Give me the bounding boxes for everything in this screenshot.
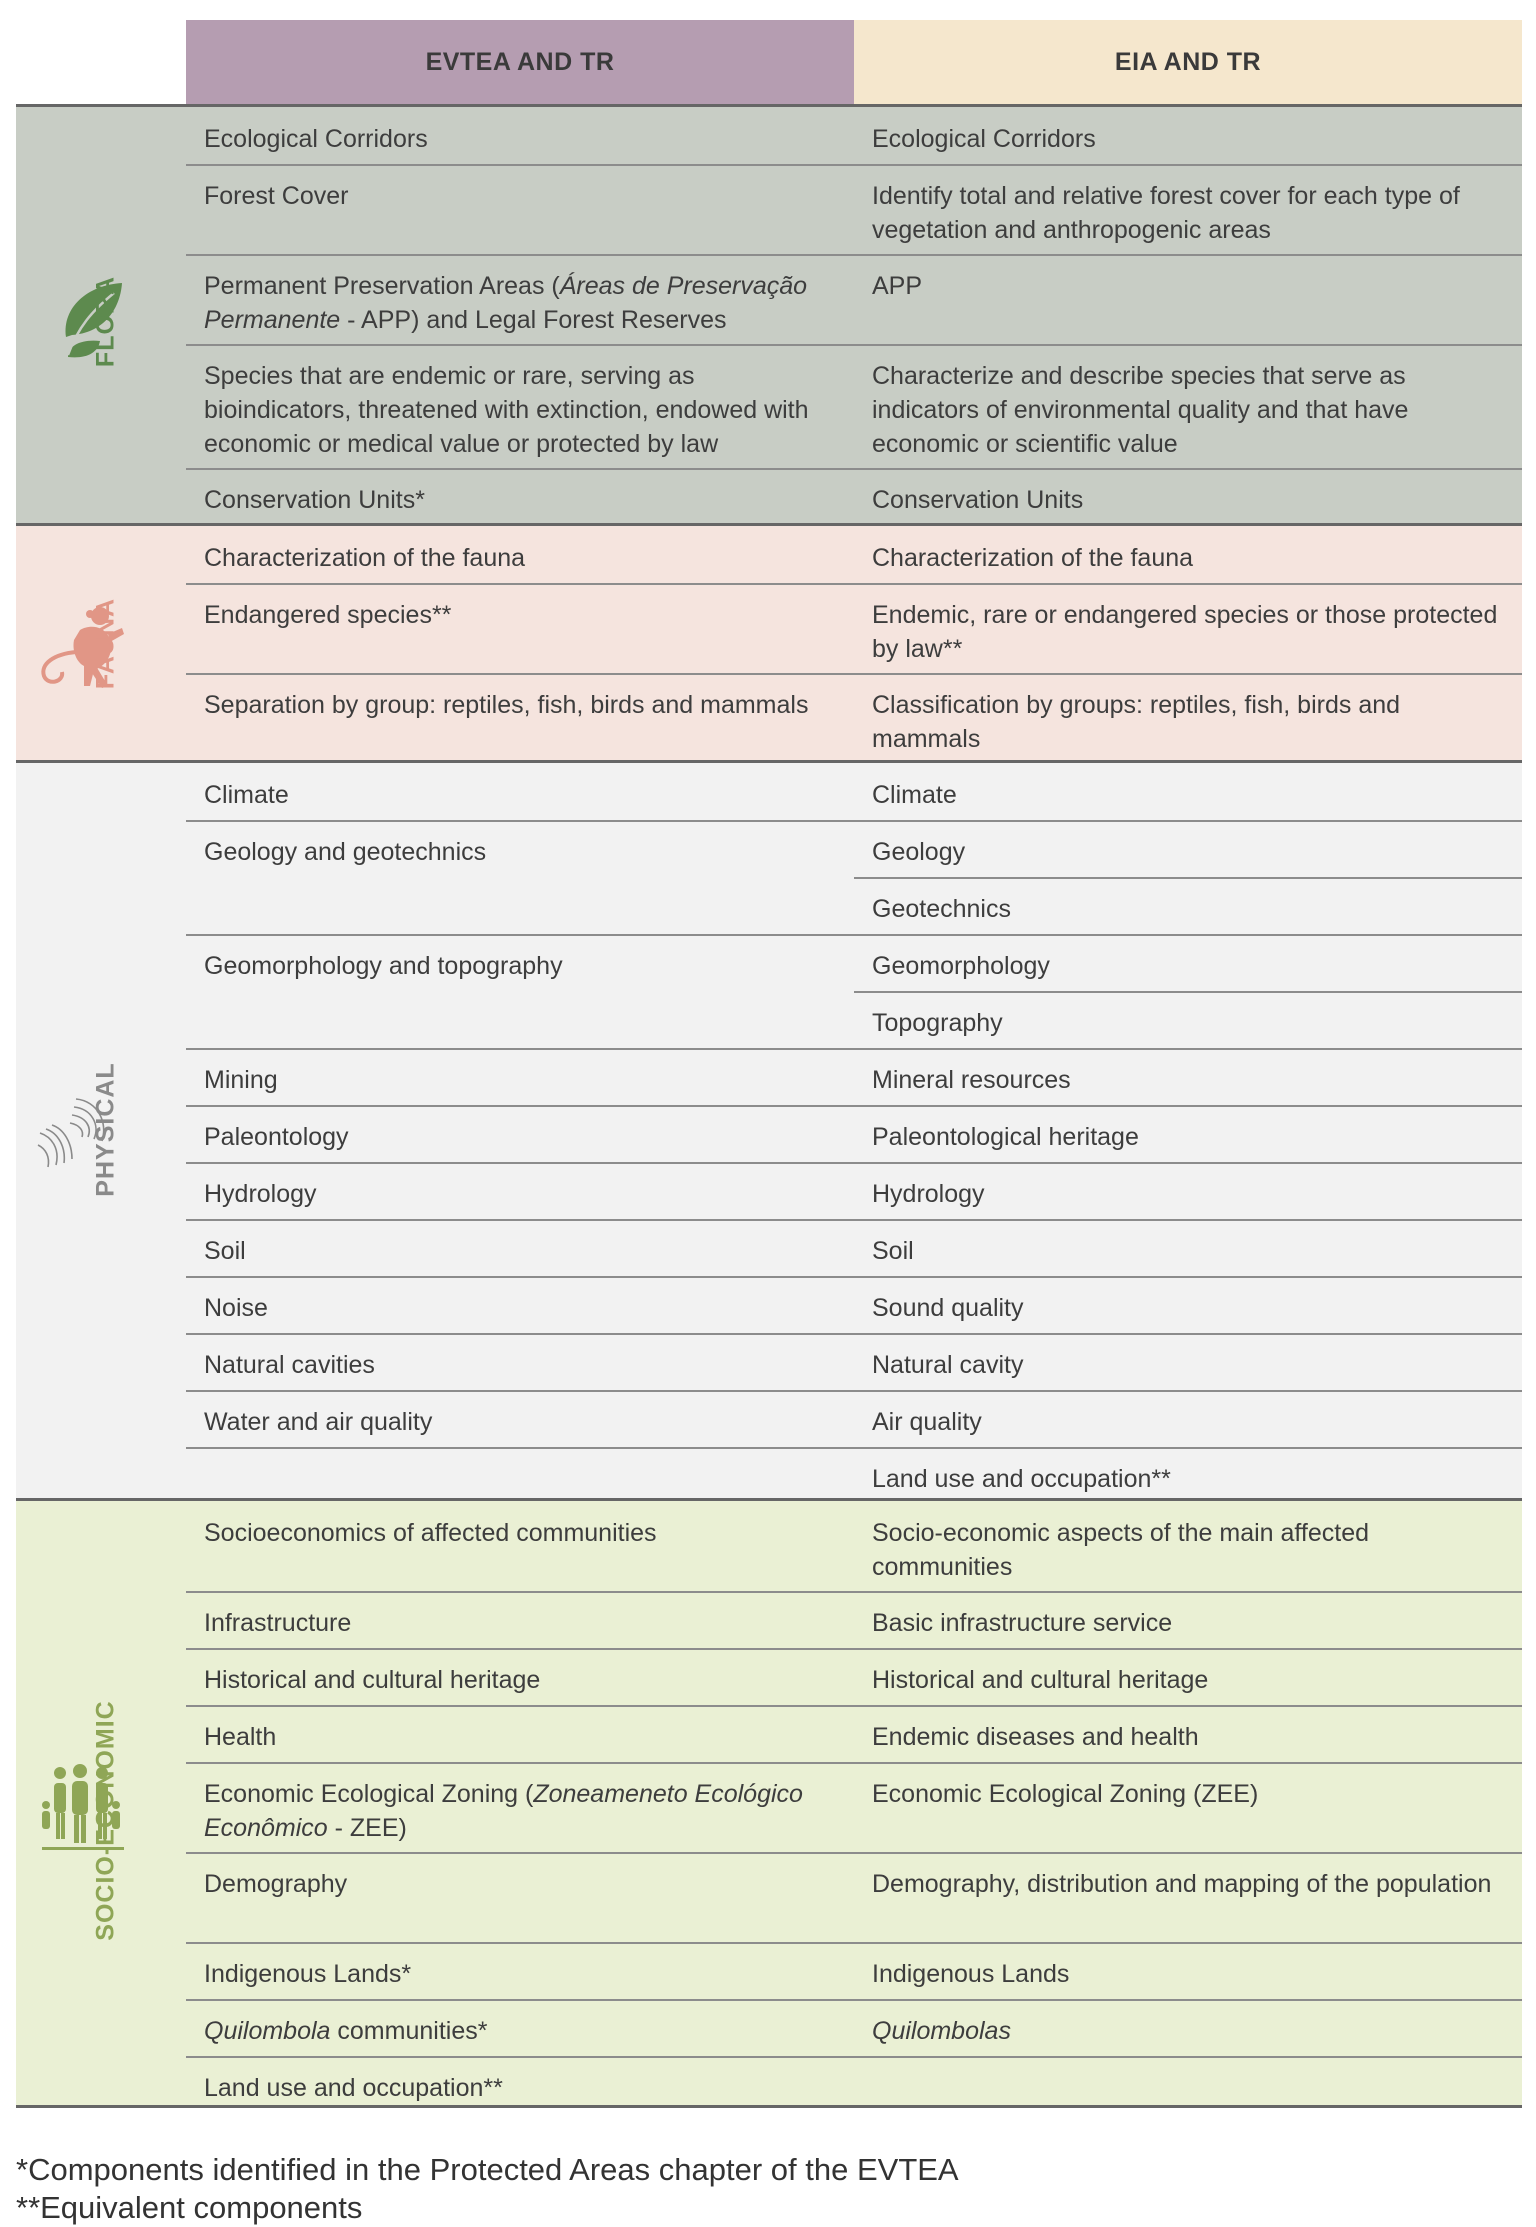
row-divider — [186, 254, 1522, 256]
header-evtea: EVTEA AND TR — [186, 20, 854, 104]
row-divider — [186, 1390, 1522, 1392]
eia-cell: Hydrology — [872, 1180, 985, 1208]
row-divider — [186, 344, 1522, 346]
evtea-cell: Geomorphology and topography — [204, 952, 563, 980]
table-row — [186, 254, 1522, 344]
table-row — [186, 1762, 1522, 1852]
eia-cell: Socio-economic aspects of the main affected communities — [872, 1519, 1370, 1581]
row-divider — [186, 1942, 1522, 1944]
eia-cell: Basic infrastructure service — [872, 1609, 1173, 1637]
row-divider — [186, 1219, 1522, 1221]
eia-cell: Air quality — [872, 1408, 982, 1436]
row-divider — [186, 1648, 1522, 1650]
row-divider — [186, 1762, 1522, 1764]
eia-cell: Quilombolas — [872, 2017, 1011, 2045]
table-row — [186, 1390, 1522, 1447]
evtea-cell: Socioeconomics of affected communities — [204, 1519, 657, 1547]
eia-cell: Classification by groups: reptiles, fish, birds and mammals — [872, 691, 1401, 753]
table-row — [186, 1276, 1522, 1333]
evtea-cell — [186, 1447, 854, 1504]
evtea-cell: Economic Ecological Zoning (Zoneameneto Ecológico Econômico - ZEE) — [204, 1780, 803, 1842]
row-divider — [186, 1162, 1522, 1164]
table-row — [186, 1219, 1522, 1276]
row-divider — [186, 583, 1522, 585]
evtea-cell: Forest Cover — [204, 182, 349, 210]
table-row — [186, 468, 1522, 523]
table-row — [186, 107, 1522, 164]
evtea-cell: Infrastructure — [204, 1609, 352, 1637]
table-row — [186, 1648, 1522, 1705]
section-physical — [16, 760, 1522, 1498]
physical-rows — [186, 763, 1522, 1504]
table-row — [186, 1501, 1522, 1591]
eia-cell: Characterization of the fauna — [872, 544, 1194, 572]
evtea-cell: Demography — [204, 1870, 348, 1898]
section-title-physical: PHYSICAL — [91, 1062, 120, 1197]
evtea-cell: Natural cavities — [204, 1351, 375, 1379]
eia-cell: Identify total and relative forest cover for each type of vegetation and anthropogenic areas — [872, 182, 1460, 244]
table-row — [186, 344, 1522, 468]
table-row — [186, 164, 1522, 254]
eia-cell: Soil — [872, 1237, 914, 1265]
evtea-cell: Noise — [204, 1294, 268, 1322]
table-row — [186, 1333, 1522, 1390]
row-divider — [186, 164, 1522, 166]
eia-cell: Endemic diseases and health — [872, 1723, 1199, 1751]
row-divider — [186, 1591, 1522, 1593]
evtea-cell: Geology and geotechnics — [204, 838, 487, 866]
section-flora — [16, 104, 1522, 523]
eia-subcell: Geology — [872, 838, 966, 866]
table-row — [186, 2056, 1522, 2111]
flora-rows — [186, 107, 1522, 523]
eia-cell: Endemic, rare or endangered species or those protected by law** — [872, 601, 1498, 663]
row-divider — [186, 1048, 1522, 1050]
section-title-fauna: FAUNA — [91, 597, 120, 690]
row-divider — [186, 1705, 1522, 1707]
evtea-cell: Hydrology — [204, 1180, 317, 1208]
table-row — [186, 763, 1522, 820]
sub-divider — [854, 877, 1522, 879]
evtea-cell: Health — [204, 1723, 277, 1751]
row-divider — [186, 1276, 1522, 1278]
evtea-cell: Land use and occupation** — [204, 2074, 503, 2102]
table-row — [186, 673, 1522, 761]
eia-subcell: Topography — [872, 1009, 1003, 1037]
evtea-cell: Soil — [204, 1237, 246, 1265]
section-socio-economic — [16, 1498, 1522, 2108]
section-title-socio: SOCIO-ECONOMIC — [91, 1700, 120, 1941]
fauna-rows — [186, 526, 1522, 761]
row-divider — [186, 934, 1522, 936]
section-label-socio — [16, 1501, 186, 2105]
table-row — [186, 1447, 1522, 1504]
eia-cell: Demography, distribution and mapping of the population — [872, 1870, 1492, 1898]
row-divider — [186, 468, 1522, 470]
eia-subcell: Geotechnics — [872, 895, 1011, 923]
table-row — [186, 1105, 1522, 1162]
row-divider — [186, 1333, 1522, 1335]
table-row — [186, 1048, 1522, 1105]
evtea-cell: Characterization of the fauna — [204, 544, 526, 572]
section-fauna — [16, 523, 1522, 760]
eia-subcell: Geomorphology — [872, 952, 1050, 980]
eia-cell: Economic Ecological Zoning (ZEE) — [872, 1780, 1259, 1808]
row-divider — [186, 820, 1522, 822]
section-label-flora — [16, 107, 186, 523]
evtea-cell: Mining — [204, 1066, 278, 1094]
evtea-cell: Species that are endemic or rare, serving as bioindicators, threatened with extinction, endowed with economic or medical value or protected by law — [204, 362, 809, 458]
row-divider — [186, 1999, 1522, 2001]
evtea-cell: Separation by group: reptiles, fish, birds and mammals — [204, 691, 809, 719]
eia-cell: Historical and cultural heritage — [872, 1666, 1209, 1694]
evtea-cell: Climate — [204, 781, 289, 809]
evtea-cell: Ecological Corridors — [204, 125, 428, 153]
eia-cell: Paleontological heritage — [872, 1123, 1139, 1151]
sub-divider — [854, 991, 1522, 993]
section-label-fauna — [16, 526, 186, 760]
evtea-cell: Conservation Units* — [204, 486, 425, 514]
evtea-cell: Indigenous Lands* — [204, 1960, 412, 1988]
row-divider — [186, 673, 1522, 675]
eia-cell: Land use and occupation** — [872, 1465, 1171, 1493]
table-header — [186, 20, 1522, 104]
evtea-cell: Permanent Preservation Areas (Áreas de Preservação Permanente - APP) and Legal Forest Reserves — [204, 272, 808, 334]
eia-cell: Natural cavity — [872, 1351, 1024, 1379]
eia-cell — [854, 2056, 1522, 2111]
table-row — [186, 583, 1522, 673]
eia-cell: Indigenous Lands — [872, 1960, 1070, 1988]
section-title-flora: FLORA — [91, 275, 120, 368]
footnote-1: *Components identified in the Protected Areas chapter of the EVTEA — [16, 2152, 959, 2187]
table-row — [186, 1942, 1522, 1999]
row-divider — [186, 1105, 1522, 1107]
table-row — [186, 1852, 1522, 1942]
eia-cell: Sound quality — [872, 1294, 1024, 1322]
table-row — [186, 526, 1522, 583]
eia-cell: Mineral resources — [872, 1066, 1071, 1094]
eia-cell: Ecological Corridors — [872, 125, 1096, 153]
footnote-2: **Equivalent components — [16, 2190, 363, 2225]
row-divider — [186, 1852, 1522, 1854]
socio-rows — [186, 1501, 1522, 2111]
evtea-cell: Paleontology — [204, 1123, 349, 1151]
evtea-cell: Historical and cultural heritage — [204, 1666, 541, 1694]
eia-cell: Characterize and describe species that serve as indicators of environmental quality and that have economic or scientific value — [872, 362, 1409, 458]
header-eia: EIA AND TR — [854, 20, 1522, 104]
section-label-physical — [16, 763, 186, 1498]
eia-cell: Climate — [872, 781, 957, 809]
table-row — [186, 1162, 1522, 1219]
table-row — [186, 1591, 1522, 1648]
eia-cell: APP — [872, 272, 923, 300]
evtea-cell: Water and air quality — [204, 1408, 433, 1436]
row-divider — [186, 2056, 1522, 2058]
eia-cell: Conservation Units — [872, 486, 1084, 514]
table-row — [186, 1705, 1522, 1762]
row-divider — [186, 1447, 1522, 1449]
table-row — [186, 1999, 1522, 2056]
evtea-cell: Endangered species** — [204, 601, 452, 629]
evtea-cell: Quilombola communities* — [204, 2017, 488, 2045]
